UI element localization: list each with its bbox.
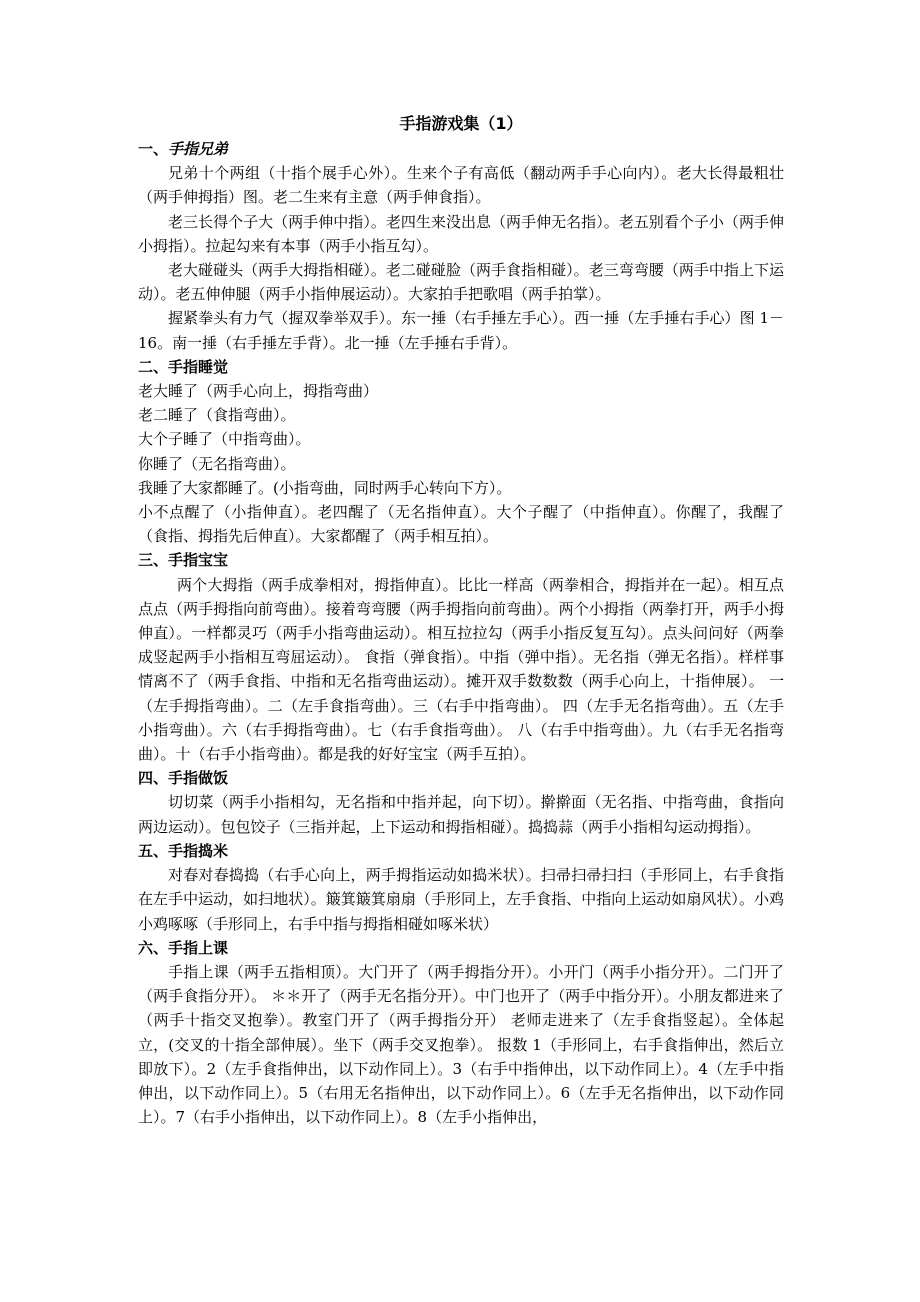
section-number: 三、 bbox=[138, 551, 169, 570]
document-title: 手指游戏集（1） bbox=[399, 114, 523, 133]
document-page bbox=[138, 112, 784, 1129]
section-title: 手指上课 bbox=[168, 938, 229, 957]
section-finger-babies bbox=[138, 548, 784, 766]
section-heading bbox=[138, 766, 784, 790]
section-title: 手指宝宝 bbox=[168, 551, 229, 570]
paragraph: 老二睡了（食指弯曲）。 bbox=[138, 406, 296, 425]
section-number: 四、 bbox=[138, 769, 169, 788]
section-finger-pounding-rice bbox=[138, 839, 784, 936]
section-finger-sleep bbox=[138, 355, 784, 549]
section-number: 一、 bbox=[138, 140, 169, 158]
paragraph: 老大碰碰头（两手大拇指相碰）。老二碰碰脸（两手食指相碰）。老三弯弯腰（两手中指上下运动）。老五伸伸腿（两手小指伸展运动）。大家拍手把歌唱（两手拍掌）。 bbox=[138, 261, 784, 304]
section-title: 手指兄弟 bbox=[168, 140, 229, 158]
paragraph: 小不点醒了（小指伸直）。老四醒了（无名指伸直）。大个子醒了（中指伸直）。你醒了，我醒了（食指、拇指先后伸直）。大家都醒了（两手相互拍）。 bbox=[138, 503, 784, 546]
paragraph: 你睡了（无名指弯曲）。 bbox=[138, 454, 296, 473]
section-finger-brothers bbox=[138, 137, 784, 355]
section-finger-cooking bbox=[138, 766, 784, 839]
section-heading bbox=[138, 548, 784, 572]
section-number: 六、 bbox=[138, 938, 169, 957]
paragraph: 兄弟十个两组（十指个展手心外）。生来个子有高低（翻动两手手心向内）。老大长得最粗壮（两手伸拇指）图。老二生来有主意（两手伸食指）。 bbox=[138, 164, 784, 207]
paragraph: 切切菜（两手小指相勾，无名指和中指并起，向下切）。擀擀面（无名指、中指弯曲，食指向两边运动）。包包饺子（三指并起，上下运动和拇指相碰）。捣捣蒜（两手小指相勾运动拇指）。 bbox=[138, 793, 784, 836]
section-finger-class bbox=[138, 936, 784, 1130]
paragraph: 握紧拳头有力气（握双拳举双手）。东一捶（右手捶左手心）。西一捶（左手捶右手心）图 1－16。南一捶（右手捶左手背）。北一捶（左手捶右手背）。 bbox=[138, 309, 784, 352]
section-heading bbox=[138, 936, 784, 960]
section-number: 五、 bbox=[138, 841, 169, 860]
section-heading bbox=[138, 137, 784, 161]
paragraph: 两个大拇指（两手成拳相对，拇指伸直）。比比一样高（两拳相合，拇指并在一起）。相互点点点（两手拇指向前弯曲）。接着弯弯腰（两手拇指向前弯曲）。两个小拇指（两拳打开，两手小拇伸直）。一样都灵巧（两手小指弯曲运动）。相互拉拉勾（两手小指反复互勾）。点头问问好（两拳成竖起两手小指相互弯屈运动）。 食指（弹食指）。中指（弹中指）。无名指（弹无名指）。样样事情离不了（两手食指、中指和无名指弯曲运动）。摊开双手数数数（两手心向上，十指伸展）。 一（左手拇指弯曲）。二（左手食指弯曲）。三（右手中指弯曲）。 四（左手无名指弯曲）。五（左手小指弯曲）。六（右手拇指弯曲）。七（右手食指弯曲）。 八（右手中指弯曲）。九（右手无名指弯曲）。十（右手小指弯曲）。都是我的好好宝宝（两手互拍）。 bbox=[138, 575, 784, 764]
paragraph: 老三长得个子大（两手伸中指）。老四生来没出息（两手伸无名指）。老五别看个子小（两手伸小拇指）。拉起勾来有本事（两手小指互勾）。 bbox=[138, 212, 784, 255]
paragraph: 我睡了大家都睡了。(小指弯曲，同时两手心转向下方）。 bbox=[138, 478, 512, 497]
section-heading bbox=[138, 839, 784, 863]
section-title: 手指捣米 bbox=[168, 841, 229, 860]
paragraph: 手指上课（两手五指相顶）。大门开了（两手拇指分开）。小开门（两手小指分开）。二门开了（两手食指分开）。 ＊＊开了（两手无名指分开）。中门也开了（两手中指分开）。小朋友都进来了（两手十指交叉抱拳）。教室门开了（两手拇指分开） 老师走进来了（左手食指竖起）。全体起立，(交叉的十指全部伸展）。坐下（两手交叉抱拳）。 报数 1（手形同上，右手食指伸出，然后立即放下）。2（左手食指伸出，以下动作同上）。3（右手中指伸出，以下动作同上）。4（左手中指伸出，以下动作同上）。5（右用无名指伸出，以下动作同上）。6（左手无名指伸出，以下动作同上）。7（右手小指伸出，以下动作同上）。8（左手小指伸出， bbox=[138, 962, 784, 1127]
section-title: 手指做饭 bbox=[168, 769, 229, 788]
section-title: 手指睡觉 bbox=[168, 357, 229, 376]
section-number: 二、 bbox=[138, 357, 169, 376]
paragraph: 大个子睡了（中指弯曲）。 bbox=[138, 430, 311, 449]
paragraph: 对春对春捣捣（右手心向上，两手拇指运动如捣米状）。扫帚扫帚扫扫（手形同上，右手食指在左手中运动，如扫地状）。簸箕簸箕扇扇（手形同上，左手食指、中指向上运动如扇风状）。小鸡小鸡啄啄（手形同上，右手中指与拇指相碰如啄米状） bbox=[138, 866, 784, 933]
paragraph: 老大睡了（两手心向上，拇指弯曲） bbox=[138, 382, 379, 401]
section-heading bbox=[138, 355, 784, 379]
